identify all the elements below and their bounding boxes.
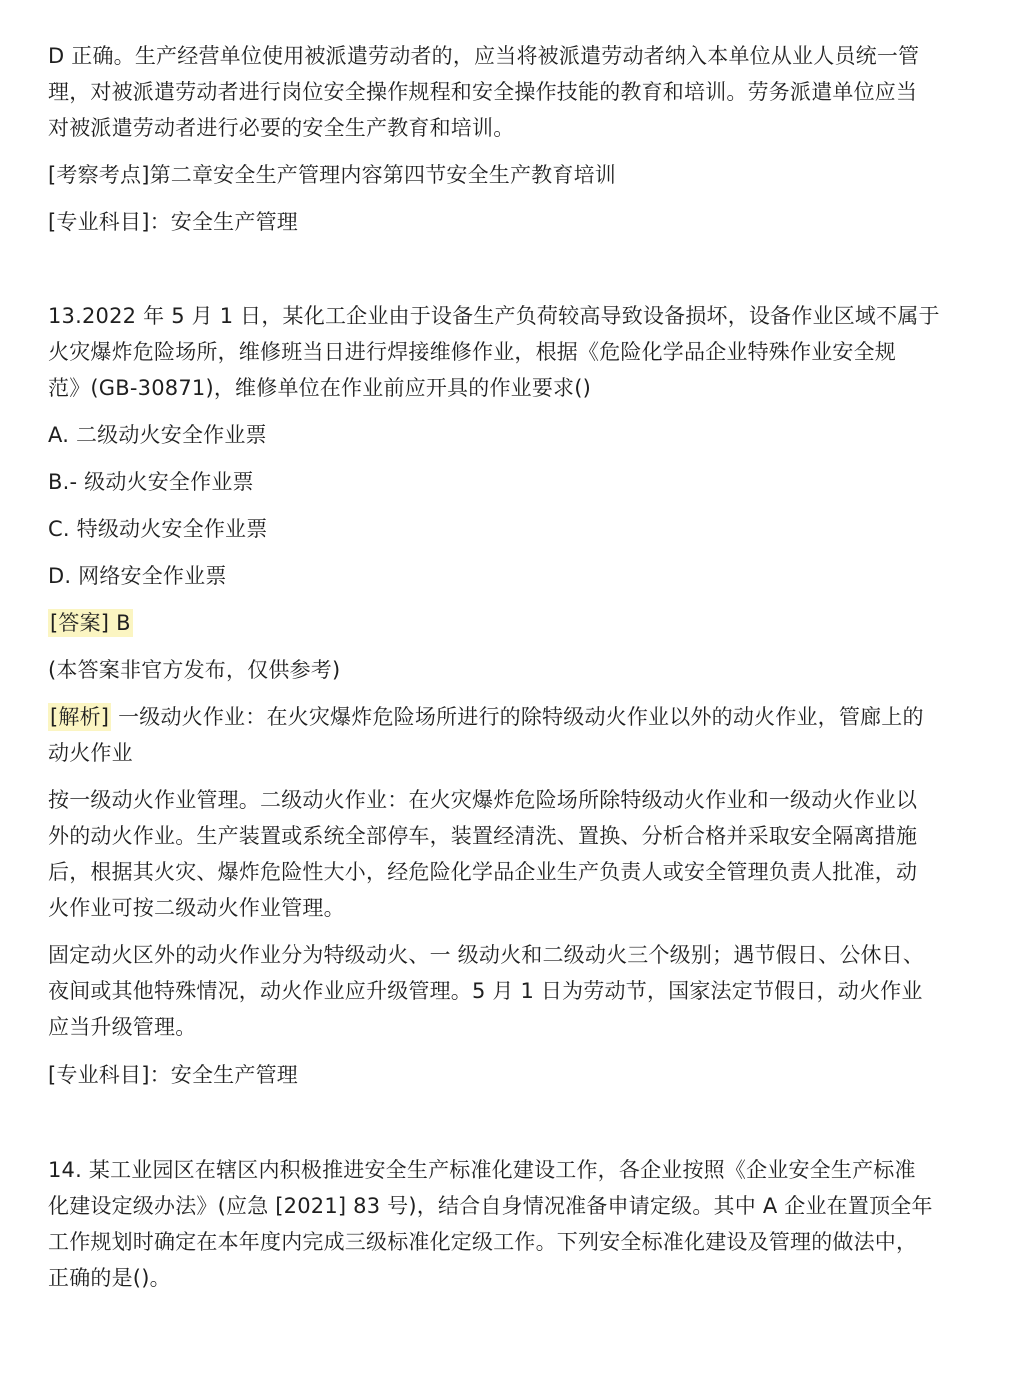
text-line: D 正确。生产经营单位使用被派遣劳动者的，应当将被派遣劳动者纳入本单位从业人员统一管 <box>48 44 920 68</box>
text-line: 火作业可按二级动火作业管理。 <box>48 896 345 920</box>
q13-disclaimer <box>48 652 973 688</box>
q13-analysis-para2 <box>48 782 973 926</box>
exam-point <box>48 157 973 193</box>
subject-text: [专业科目]：安全生产管理 <box>48 210 298 234</box>
analysis-text: 一级动火作业：在火灾爆炸危险场所进行的除特级动火作业以外的动火作业，管廊上的 <box>111 705 924 729</box>
option-text: D. 网络安全作业票 <box>48 564 227 588</box>
q13-option-b <box>48 464 973 500</box>
disclaimer-text: (本答案非官方发布，仅供参考) <box>48 658 341 682</box>
answer-highlight <box>48 609 133 637</box>
text-line: 夜间或其他特殊情况，动火作业应升级管理。5 月 1 日为劳动节，国家法定节假日，动火作业 <box>48 979 923 1003</box>
q13-subject <box>48 1057 973 1093</box>
analysis-tag: [解析] <box>50 705 110 729</box>
option-text: A. 二级动火安全作业票 <box>48 423 267 447</box>
option-text: B.- 级动火安全作业票 <box>48 470 254 494</box>
q14-stem <box>48 1152 973 1296</box>
prev-subject <box>48 204 973 240</box>
text-line: 理，对被派遣劳动者进行岗位安全操作规程和安全操作技能的教育和培训。劳务派遣单位应当 <box>48 80 918 104</box>
q13-option-a <box>48 417 973 453</box>
text-line: 对被派遣劳动者进行必要的安全生产教育和培训。 <box>48 116 515 140</box>
q13-option-c <box>48 511 973 547</box>
text-line: 后，根据其火灾、爆炸危险性大小，经危险化学品企业生产负责人或安全管理负责人批准，动 <box>48 860 918 884</box>
option-text: C. 特级动火安全作业票 <box>48 517 268 541</box>
q13-analysis <box>48 699 973 771</box>
text-line: 火灾爆炸危险场所，维修班当日进行焊接维修作业，根据《危险化学品企业特殊作业安全规 <box>48 340 896 364</box>
text-line: 化建设定级办法》(应急 [2021] 83 号)，结合自身情况准备申请定级。其中 A 企业在置顶全年 <box>48 1194 933 1218</box>
q13-stem <box>48 298 973 406</box>
exam-point-text: [考察考点]第二章安全生产管理内容第四节安全生产教育培训 <box>48 163 616 187</box>
text-line: 范》(GB-30871)，维修单位在作业前应开具的作业要求() <box>48 376 592 400</box>
text-line: 按一级动火作业管理。二级动火作业：在火灾爆炸危险场所除特级动火作业和一级动火作业以 <box>48 788 918 812</box>
q13-answer <box>48 605 973 641</box>
subject-text: [专业科目]：安全生产管理 <box>48 1063 298 1087</box>
q13-option-d <box>48 558 973 594</box>
q13-analysis-para3 <box>48 937 973 1045</box>
text-line: 正确的是()。 <box>48 1266 171 1290</box>
text-line: 固定动火区外的动火作业分为特级动火、一 级动火和二级动火三个级别；遇节假日、公休日、 <box>48 943 925 967</box>
answer-tag: [答案] <box>50 611 110 635</box>
text-line: 外的动火作业。生产装置或系统全部停车，装置经清洗、置换、分析合格并采取安全隔离措施 <box>48 824 918 848</box>
text-line: 动火作业 <box>48 741 133 765</box>
text-line: 应当升级管理。 <box>48 1015 197 1039</box>
text-line: 14. 某工业园区在辖区内积极推进安全生产标准化建设工作，各企业按照《企业安全生产标准 <box>48 1158 916 1182</box>
text-line: 13.2022 年 5 月 1 日，某化工企业由于设备生产负荷较高导致设备损坏，设备作业区域不属于 <box>48 304 940 328</box>
text-line: 工作规划时确定在本年度内完成三级标准化定级工作。下列安全标准化建设及管理的做法中， <box>48 1230 918 1254</box>
prev-answer-explanation <box>48 38 973 146</box>
answer-value: B <box>109 611 131 635</box>
